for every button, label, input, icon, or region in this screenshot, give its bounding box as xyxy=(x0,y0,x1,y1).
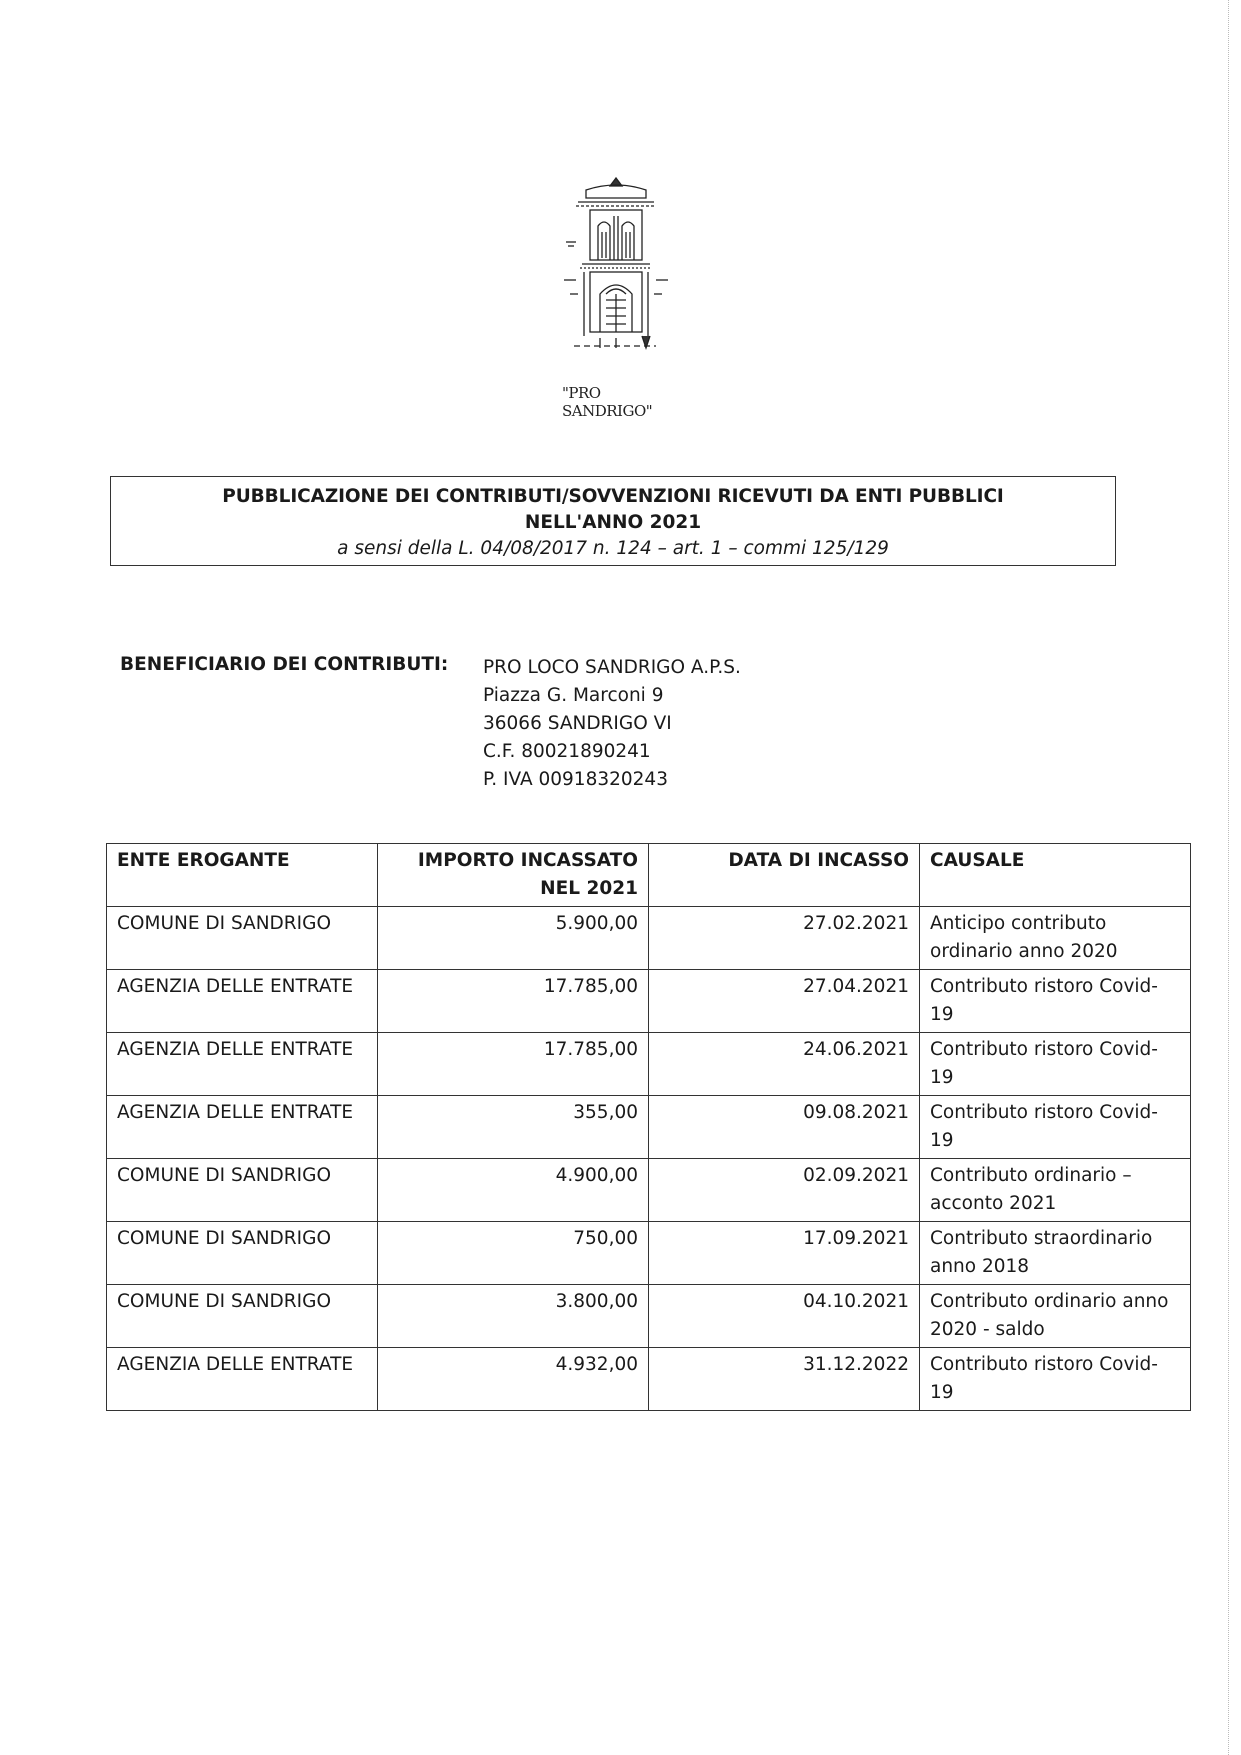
cell-ente: AGENZIA DELLE ENTRATE xyxy=(107,1348,378,1411)
header-data: DATA DI INCASSO xyxy=(649,844,920,907)
cell-importo: 17.785,00 xyxy=(378,1033,649,1096)
table-row xyxy=(107,1348,1191,1411)
cell-importo: 3.800,00 xyxy=(378,1285,649,1348)
table-row xyxy=(107,1159,1191,1222)
cell-ente: COMUNE DI SANDRIGO xyxy=(107,1285,378,1348)
building-facade-logo-icon xyxy=(556,176,676,372)
table-row xyxy=(107,1096,1191,1159)
cell-importo: 5.900,00 xyxy=(378,907,649,970)
header-ente: ENTE EROGANTE xyxy=(107,844,378,907)
cell-causale: Contributo ristoro Covid-19 xyxy=(920,1348,1191,1411)
table-header-row xyxy=(107,844,1191,907)
cell-causale: Contributo straordinario anno 2018 xyxy=(920,1222,1191,1285)
cell-data: 04.10.2021 xyxy=(649,1285,920,1348)
cell-ente: AGENZIA DELLE ENTRATE xyxy=(107,970,378,1033)
beneficiary-name: PRO LOCO SANDRIGO A.P.S. xyxy=(483,657,741,678)
title-box xyxy=(110,476,1116,566)
cell-causale: Anticipo contributo ordinario anno 2020 xyxy=(920,907,1191,970)
contributions-table xyxy=(106,843,1191,1411)
cell-causale: Contributo ordinario – acconto 2021 xyxy=(920,1159,1191,1222)
logo-caption: "PRO SANDRIGO" xyxy=(562,384,653,420)
cell-causale: Contributo ordinario anno 2020 - saldo xyxy=(920,1285,1191,1348)
cell-data: 27.04.2021 xyxy=(649,970,920,1033)
cell-importo: 4.932,00 xyxy=(378,1348,649,1411)
beneficiary-label: BENEFICIARIO DEI CONTRIBUTI: xyxy=(120,654,449,675)
page-subtitle-year: NELL'ANNO 2021 xyxy=(524,512,702,533)
beneficiary-info xyxy=(483,654,741,794)
beneficiary-city: 36066 SANDRIGO VI xyxy=(483,713,672,734)
header-importo: IMPORTO INCASSATO NEL 2021 xyxy=(378,844,649,907)
beneficiary-piva: P. IVA 00918320243 xyxy=(483,769,668,790)
page-title: PUBBLICAZIONE DEI CONTRIBUTI/SOVVENZIONI RICEVUTI DA ENTI PUBBLICI xyxy=(222,486,1004,507)
cell-ente: AGENZIA DELLE ENTRATE xyxy=(107,1096,378,1159)
table-row xyxy=(107,1285,1191,1348)
beneficiary-address: Piazza G. Marconi 9 xyxy=(483,685,664,706)
cell-causale: Contributo ristoro Covid-19 xyxy=(920,970,1191,1033)
cell-data: 02.09.2021 xyxy=(649,1159,920,1222)
cell-causale: Contributo ristoro Covid-19 xyxy=(920,1033,1191,1096)
cell-importo: 17.785,00 xyxy=(378,970,649,1033)
table-row xyxy=(107,970,1191,1033)
cell-data: 27.02.2021 xyxy=(649,907,920,970)
legal-reference: a sensi della L. 04/08/2017 n. 124 – art. 1 – commi 125/129 xyxy=(337,538,889,559)
cell-importo: 750,00 xyxy=(378,1222,649,1285)
cell-causale: Contributo ristoro Covid-19 xyxy=(920,1096,1191,1159)
table-row xyxy=(107,1222,1191,1285)
cell-importo: 355,00 xyxy=(378,1096,649,1159)
cell-importo: 4.900,00 xyxy=(378,1159,649,1222)
table-row xyxy=(107,907,1191,970)
cell-ente: AGENZIA DELLE ENTRATE xyxy=(107,1033,378,1096)
cell-ente: COMUNE DI SANDRIGO xyxy=(107,907,378,970)
header-causale: CAUSALE xyxy=(920,844,1191,907)
cell-data: 24.06.2021 xyxy=(649,1033,920,1096)
scan-edge-line xyxy=(1228,0,1229,1755)
cell-data: 09.08.2021 xyxy=(649,1096,920,1159)
cell-data: 17.09.2021 xyxy=(649,1222,920,1285)
cell-data: 31.12.2022 xyxy=(649,1348,920,1411)
beneficiary-cf: C.F. 80021890241 xyxy=(483,741,651,762)
cell-ente: COMUNE DI SANDRIGO xyxy=(107,1159,378,1222)
cell-ente: COMUNE DI SANDRIGO xyxy=(107,1222,378,1285)
table-row xyxy=(107,1033,1191,1096)
